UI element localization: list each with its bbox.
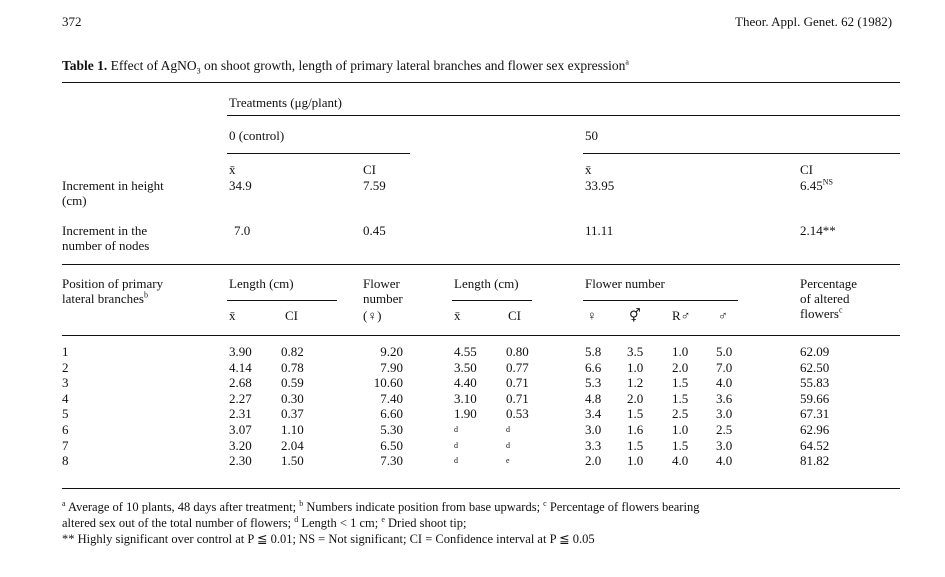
fn-mark-c: c bbox=[543, 498, 547, 508]
cell: 5.30 bbox=[380, 421, 403, 437]
footnote-line-2 bbox=[62, 516, 466, 531]
cell: 3.90 bbox=[229, 344, 252, 359]
cell: 2.27 bbox=[229, 390, 252, 406]
cell: 3.6 bbox=[716, 390, 733, 406]
percentage-header-mark: c bbox=[839, 305, 843, 315]
cell: 62.09 bbox=[800, 344, 830, 359]
height-dose50-mean: 33.95 bbox=[585, 178, 615, 193]
cell: 7.0 bbox=[716, 359, 733, 375]
fn-c-cont: altered sex out of the total number of flowers; bbox=[62, 516, 292, 530]
sub-ci-dose50: CI bbox=[508, 308, 521, 323]
cell: 3.0 bbox=[585, 421, 602, 437]
cell: 2.5 bbox=[672, 406, 689, 422]
cell: 1.5 bbox=[627, 437, 644, 453]
cell: 2.30 bbox=[229, 453, 252, 469]
rule-length1 bbox=[227, 300, 337, 301]
cell footnote-mark: d bbox=[506, 424, 510, 434]
cell: 4.8 bbox=[585, 390, 602, 406]
nodes-dose50-ci: 2.14** bbox=[800, 223, 836, 238]
position-header-2 bbox=[62, 291, 148, 306]
cell: 0.30 bbox=[281, 390, 304, 406]
cell: 62.96 bbox=[800, 421, 830, 437]
cell footnote-mark: d bbox=[454, 456, 458, 466]
col-r-male bbox=[672, 344, 688, 469]
cell: 1.6 bbox=[627, 421, 644, 437]
cell: 6.60 bbox=[380, 406, 403, 422]
col-female-dose50 bbox=[585, 344, 601, 469]
height-dose50-ci bbox=[800, 178, 833, 193]
cell: 0.82 bbox=[281, 344, 304, 359]
row-nodes-label-1: Increment in the bbox=[62, 223, 148, 238]
row-height-label-2: (cm) bbox=[62, 193, 87, 208]
cell: 5.3 bbox=[585, 375, 602, 391]
cell: 59.66 bbox=[800, 390, 830, 406]
cell: 1.5 bbox=[672, 437, 689, 453]
cell: 1.10 bbox=[281, 421, 304, 437]
cell: 7 bbox=[62, 437, 69, 453]
mean-header-dose50: x̄ bbox=[585, 162, 592, 177]
cell: 0.77 bbox=[506, 359, 529, 375]
treatments-header: Treatments (μg/plant) bbox=[229, 95, 343, 110]
sub-mean-control: x̄ bbox=[229, 308, 236, 323]
rule-mid bbox=[62, 264, 900, 265]
fn-mark-d: d bbox=[294, 514, 299, 524]
cell: 3.0 bbox=[716, 406, 733, 422]
sub-mean-dose50: x̄ bbox=[454, 308, 461, 323]
percentage-header-3 bbox=[800, 306, 843, 321]
cell: 3.50 bbox=[454, 359, 477, 375]
col-length-control bbox=[229, 344, 252, 469]
cell: 4.40 bbox=[454, 375, 477, 391]
cell: 4.55 bbox=[454, 344, 477, 359]
col-position bbox=[62, 344, 69, 469]
height-control-ci: 7.59 bbox=[363, 178, 386, 193]
rule-flower-number bbox=[583, 300, 738, 301]
fn-c: Percentage of flowers bearing bbox=[549, 500, 700, 514]
cell: 6 bbox=[62, 421, 69, 437]
row-nodes-label-2: number of nodes bbox=[62, 238, 150, 253]
cell: 1.2 bbox=[627, 375, 644, 391]
fn-d: Length < 1 cm; bbox=[301, 516, 379, 530]
cell: 0.71 bbox=[506, 375, 529, 391]
caption-text-after: on shoot growth, length of primary lateral branches and flower sex expression bbox=[200, 58, 626, 73]
flower-number-header: Flower number bbox=[585, 276, 665, 291]
nodes-control-ci: 0.45 bbox=[363, 223, 386, 238]
height-control-mean: 34.9 bbox=[229, 178, 252, 193]
cell: 3.20 bbox=[229, 437, 252, 453]
footnote-line-3: ** Highly significant over control at P ≦ 0.01; NS = Not significant; CI = Confidence interval at P ≦ 0.05 bbox=[62, 532, 595, 546]
col-ci-dose50 bbox=[506, 344, 529, 469]
rule-length2 bbox=[452, 300, 532, 301]
rule-top bbox=[62, 82, 900, 83]
cell: 6.6 bbox=[585, 359, 602, 375]
percentage-header-2: of altered bbox=[800, 291, 850, 306]
percentage-header-3-text: flowers bbox=[800, 306, 839, 321]
cell: 1.5 bbox=[672, 390, 689, 406]
length-header-dose50: Length (cm) bbox=[454, 276, 519, 291]
cell: 2.31 bbox=[229, 406, 252, 422]
page-number: 372 bbox=[62, 14, 82, 29]
position-header-1: Position of primary bbox=[62, 276, 164, 291]
position-header-2-text: lateral branches bbox=[62, 291, 144, 306]
cell: 2.0 bbox=[585, 453, 602, 469]
cell: 81.82 bbox=[800, 453, 830, 469]
rule-dose50 bbox=[583, 153, 900, 154]
percentage-header-1: Percentage bbox=[800, 276, 858, 291]
rule-treatments bbox=[227, 115, 900, 116]
cell: 0.71 bbox=[506, 390, 529, 406]
cell: 3.4 bbox=[585, 406, 602, 422]
rule-control bbox=[227, 153, 410, 154]
cell footnote-mark: d bbox=[454, 424, 458, 434]
cell: 7.30 bbox=[380, 453, 403, 469]
ci-header-dose50: CI bbox=[800, 162, 813, 177]
sub-male: ♂ bbox=[718, 308, 728, 323]
cell: 1.0 bbox=[627, 453, 644, 469]
cell: 4 bbox=[62, 390, 69, 406]
cell: 0.78 bbox=[281, 359, 304, 375]
col-female-control bbox=[363, 344, 403, 469]
col-ci-control bbox=[281, 344, 304, 469]
rule-bottom bbox=[62, 488, 900, 489]
caption-label: Table 1. bbox=[62, 58, 108, 73]
cell: 3 bbox=[62, 375, 69, 391]
cell footnote-mark: d bbox=[454, 440, 458, 450]
sub-r-male: R♂ bbox=[672, 308, 691, 323]
cell: 5.0 bbox=[716, 344, 733, 359]
col-percentage bbox=[800, 344, 829, 469]
cell: 55.83 bbox=[800, 375, 830, 391]
flower-header-1: Flower bbox=[363, 276, 400, 291]
cell: 0.37 bbox=[281, 406, 304, 422]
fn-mark-a: a bbox=[62, 498, 66, 508]
cell: 3.3 bbox=[585, 437, 602, 453]
cell: 1.0 bbox=[627, 359, 644, 375]
position-header-mark: b bbox=[143, 290, 148, 300]
cell: 7.40 bbox=[380, 390, 403, 406]
cell: 9.20 bbox=[380, 344, 403, 359]
ns-mark: NS bbox=[822, 177, 833, 187]
cell: 1.90 bbox=[454, 406, 477, 422]
cell: 2.0 bbox=[627, 390, 644, 406]
table-caption bbox=[62, 58, 629, 79]
cell: 0.59 bbox=[281, 375, 304, 391]
ci-header-control: CI bbox=[363, 162, 376, 177]
journal-reference: Theor. Appl. Genet. 62 (1982) bbox=[735, 14, 893, 29]
cell: 0.53 bbox=[506, 406, 529, 422]
cell: 2.5 bbox=[716, 421, 733, 437]
cell: 1 bbox=[62, 344, 69, 359]
nodes-dose50-mean: 11.11 bbox=[585, 223, 614, 238]
cell: 4.14 bbox=[229, 359, 252, 375]
cell: 67.31 bbox=[800, 406, 830, 422]
cell: 3.07 bbox=[229, 421, 252, 437]
dose-control-header: 0 (control) bbox=[229, 128, 285, 143]
caption-mark: a bbox=[625, 57, 629, 67]
fn-a: Average of 10 plants, 48 days after treatment; bbox=[68, 500, 297, 514]
height-dose50-ci-value: 6.45 bbox=[800, 178, 823, 193]
cell: 1.5 bbox=[672, 375, 689, 391]
flower-header-3: (♀) bbox=[363, 308, 382, 323]
cell: 1.0 bbox=[672, 421, 689, 437]
footnote-line-1 bbox=[62, 500, 699, 515]
fn-mark-b: b bbox=[299, 498, 304, 508]
length-header-control: Length (cm) bbox=[229, 276, 294, 291]
cell footnote-mark: e bbox=[506, 456, 510, 466]
cell: 5 bbox=[62, 406, 69, 422]
cell: 6.50 bbox=[380, 437, 403, 453]
cell: 4.0 bbox=[716, 453, 733, 469]
cell: 2.0 bbox=[672, 359, 689, 375]
col-hermaphrodite bbox=[627, 344, 643, 469]
cell: 64.52 bbox=[800, 437, 830, 453]
cell: 2.04 bbox=[281, 437, 304, 453]
cell: 3.10 bbox=[454, 390, 477, 406]
cell: 3.0 bbox=[716, 437, 733, 453]
cell: 5.8 bbox=[585, 344, 602, 359]
mean-header-control: x̄ bbox=[229, 162, 236, 177]
rule-subheader bbox=[62, 335, 900, 336]
cell: 1.50 bbox=[281, 453, 304, 469]
cell: 62.50 bbox=[800, 359, 830, 375]
col-male bbox=[716, 344, 732, 469]
sub-female: ♀ bbox=[587, 308, 597, 323]
cell footnote-mark: d bbox=[506, 440, 510, 450]
row-height-label-1: Increment in height bbox=[62, 178, 164, 193]
cell: 4.0 bbox=[672, 453, 689, 469]
cell: 2.68 bbox=[229, 375, 252, 391]
dose-50-header: 50 bbox=[585, 128, 598, 143]
sub-hermaphrodite: ⚥ bbox=[629, 308, 641, 323]
col-length-dose50 bbox=[454, 344, 477, 469]
fn-b: Numbers indicate position from base upwards; bbox=[306, 500, 541, 514]
cell: 3.5 bbox=[627, 344, 644, 359]
sub-ci-control: CI bbox=[285, 308, 298, 323]
cell: 0.80 bbox=[506, 344, 529, 359]
cell: 1.5 bbox=[627, 406, 644, 422]
caption-sub: 3 bbox=[196, 66, 201, 76]
cell: 8 bbox=[62, 453, 69, 469]
cell: 7.90 bbox=[380, 359, 403, 375]
cell: 2 bbox=[62, 359, 69, 375]
flower-header-2: number bbox=[363, 291, 403, 306]
cell: 10.60 bbox=[373, 375, 403, 391]
nodes-control-mean: 7.0 bbox=[234, 223, 251, 238]
fn-e: Dried shoot tip; bbox=[388, 516, 467, 530]
cell: 4.0 bbox=[716, 375, 733, 391]
caption-text-before: Effect of AgNO bbox=[110, 58, 197, 73]
cell: 1.0 bbox=[672, 344, 689, 359]
fn-mark-e: e bbox=[381, 514, 385, 524]
